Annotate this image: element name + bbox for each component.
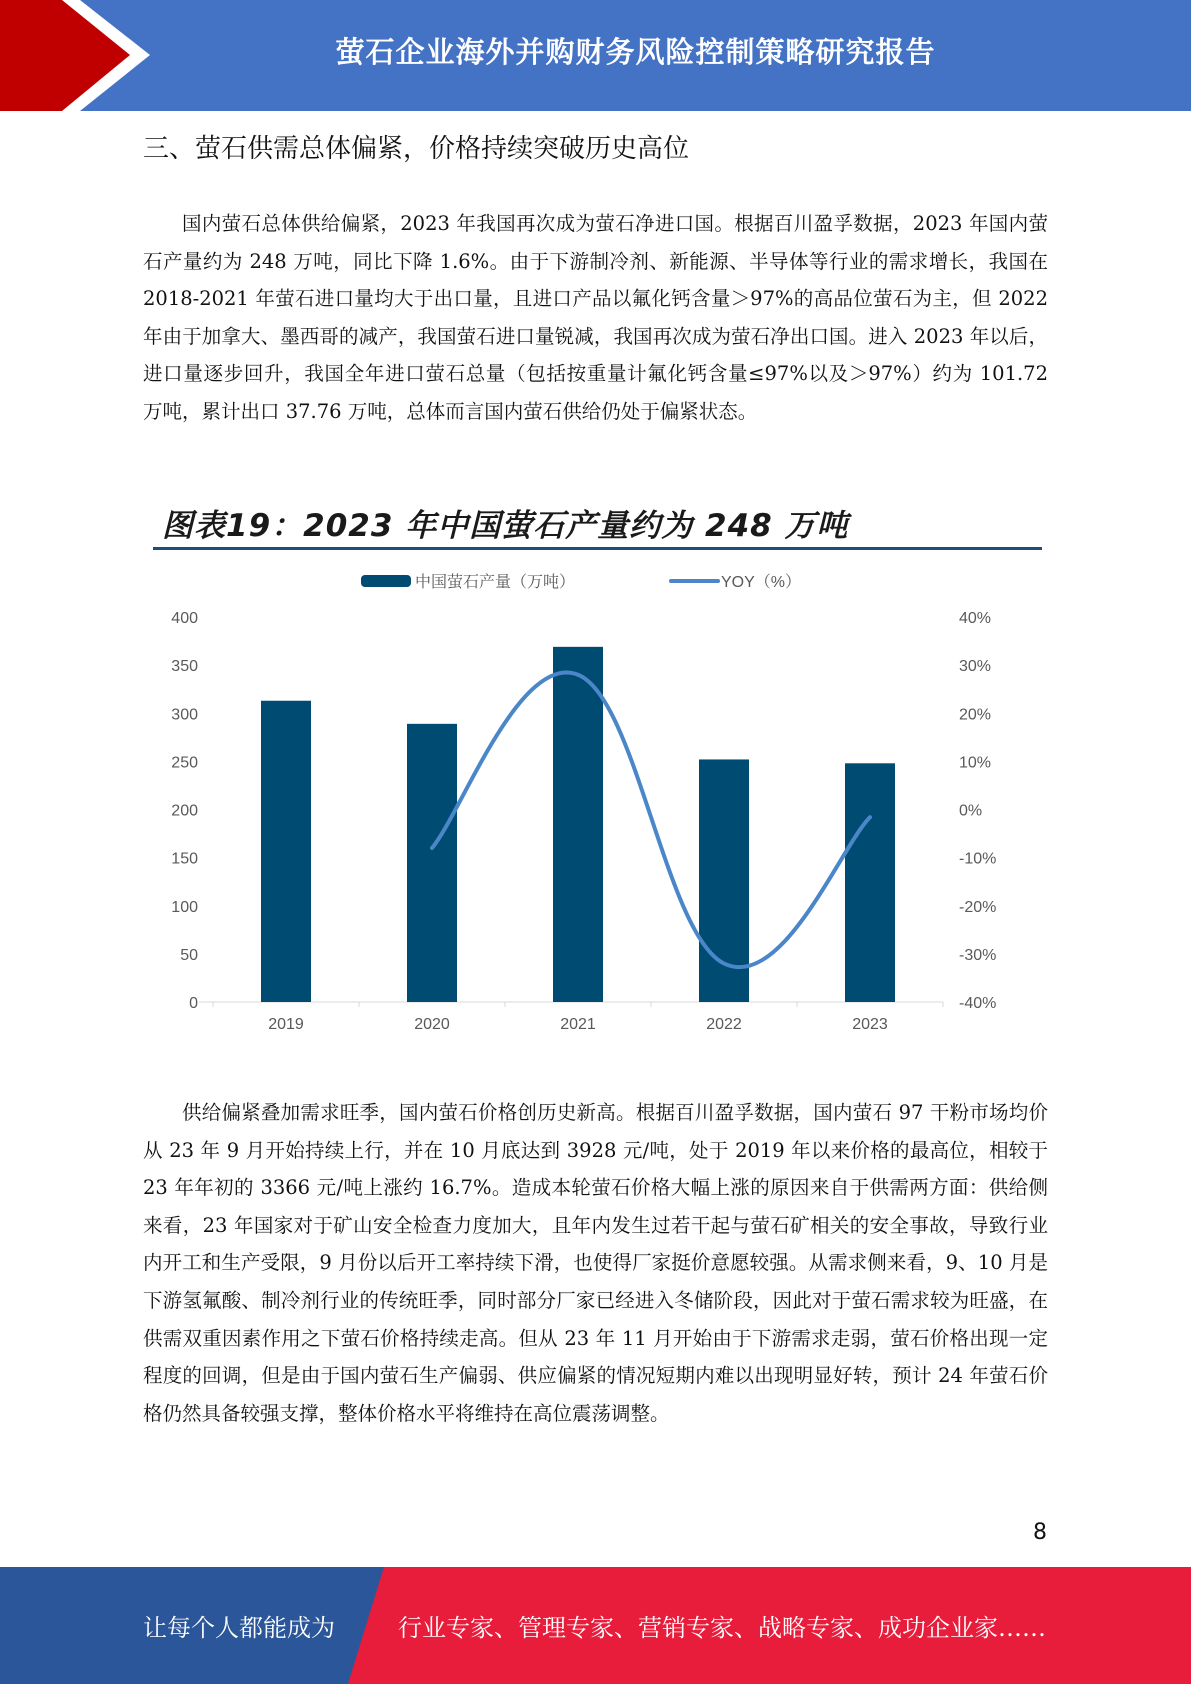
bar-2019	[261, 701, 311, 1002]
report-header	[0, 0, 1191, 111]
y-left-tick-label: 350	[171, 658, 198, 676]
header-arrow-decoration	[0, 0, 160, 111]
y-left-tick-label: 100	[171, 898, 198, 916]
legend-bar-label: 中国萤石产量（万吨）	[415, 574, 576, 591]
y-right-tick-label: -20%	[959, 898, 997, 916]
x-tick-label: 2023	[852, 1016, 888, 1033]
yoy-line	[432, 673, 870, 968]
page-number: 8	[1033, 1520, 1047, 1545]
y-right-tick-label: 0%	[959, 802, 983, 820]
chart-title-underline	[153, 547, 1042, 550]
bar-2021	[553, 647, 603, 1002]
y-right-tick-label: 30%	[959, 658, 992, 676]
y-right-tick-label: 20%	[959, 706, 992, 724]
bar-2020	[407, 724, 457, 1002]
y-left-tick-label: 250	[171, 754, 198, 772]
legend-line-label: YOY（%）	[721, 574, 802, 591]
report-footer	[0, 1567, 1191, 1684]
paragraph-supply: 国内萤石总体供给偏紧，2023 年我国再次成为萤石净进口国。根据百川盈孚数据，2023 年国内萤石产量约为 248 万吨，同比下降 1.6%。由于下游制冷剂、新能源、半导体等行业的需求增长，我国在 2018-2021 年萤石进口量均大于出口量，且进口产品以氟化钙含量＞97%的高品位萤石为主，但 2022 年由于加拿大、墨西哥的减产，我国萤石进口量锐减，我国再次成为萤石净出口国。进入 2023 年以后，进口量逐步回升，我国全年进口萤石总量（包括按重量计氟化钙含量≤97%以及＞97%）约为 101.72 万吨，累计出口 37.76 万吨，总体而言国内萤石供给仍处于偏紧状态。	[143, 212, 1048, 423]
y-left-tick-label: 200	[171, 802, 198, 820]
x-tick-label: 2019	[268, 1016, 304, 1033]
y-right-tick-label: -30%	[959, 946, 997, 964]
footer-slogan-right: 行业专家、管理专家、营销专家、战略专家、成功企业家……	[398, 1614, 1046, 1642]
y-right-tick-label: 40%	[959, 610, 992, 627]
production-chart	[153, 560, 1042, 1040]
y-left-tick-label: 400	[171, 610, 198, 627]
x-tick-label: 2021	[560, 1016, 596, 1033]
x-tick-label: 2022	[706, 1016, 742, 1033]
footer-slogan-left: 让每个人都能成为	[143, 1614, 335, 1642]
y-left-tick-label: 0	[189, 995, 198, 1012]
legend-bar-swatch	[361, 575, 411, 587]
section-heading: 三、萤石供需总体偏紧，价格持续突破历史高位	[143, 134, 690, 164]
y-left-tick-label: 150	[171, 850, 198, 868]
y-right-tick-label: 10%	[959, 754, 992, 772]
y-left-tick-label: 50	[180, 946, 198, 964]
chart-title: 图表19：2023 年中国萤石产量约为 248 万吨	[162, 508, 849, 544]
paragraph-price: 供给偏紧叠加需求旺季，国内萤石价格创历史新高。根据百川盈孚数据，国内萤石 97 干粉市场均价从 23 年 9 月开始持续上行，并在 10 月底达到 3928 元/吨，处于 2019 年以来价格的最高位，相较于 23 年年初的 3366 元/吨上涨约 16.7%。造成本轮萤石价格大幅上涨的原因来自于供需两方面：供给侧来看，23 年国家对于矿山安全检查力度加大，且年内发生过若干起与萤石矿相关的安全事故，导致行业内开工和生产受限，9 月份以后开工率持续下滑，也使得厂家挺价意愿较强。从需求侧来看，9、10 月是下游氢氟酸、制冷剂行业的传统旺季，同时部分厂家已经进入冬储阶段，因此对于萤石需求较为旺盛，在供需双重因素作用之下萤石价格持续走高。但从 23 年 11 月开始由于下游需求走弱，萤石价格出现一定程度的回调，但是由于国内萤石生产偏弱、供应偏紧的情况短期内难以出现明显好转，预计 24 年萤石价格仍然具备较强支撑，整体价格水平将维持在高位震荡调整。	[143, 1101, 1048, 1425]
x-tick-label: 2020	[414, 1016, 450, 1033]
bar-2023	[845, 763, 895, 1002]
y-right-tick-label: -10%	[959, 850, 997, 868]
y-left-tick-label: 300	[171, 706, 198, 724]
report-title: 萤石企业海外并购财务风险控制策略研究报告	[335, 34, 936, 69]
y-right-tick-label: -40%	[959, 995, 997, 1012]
